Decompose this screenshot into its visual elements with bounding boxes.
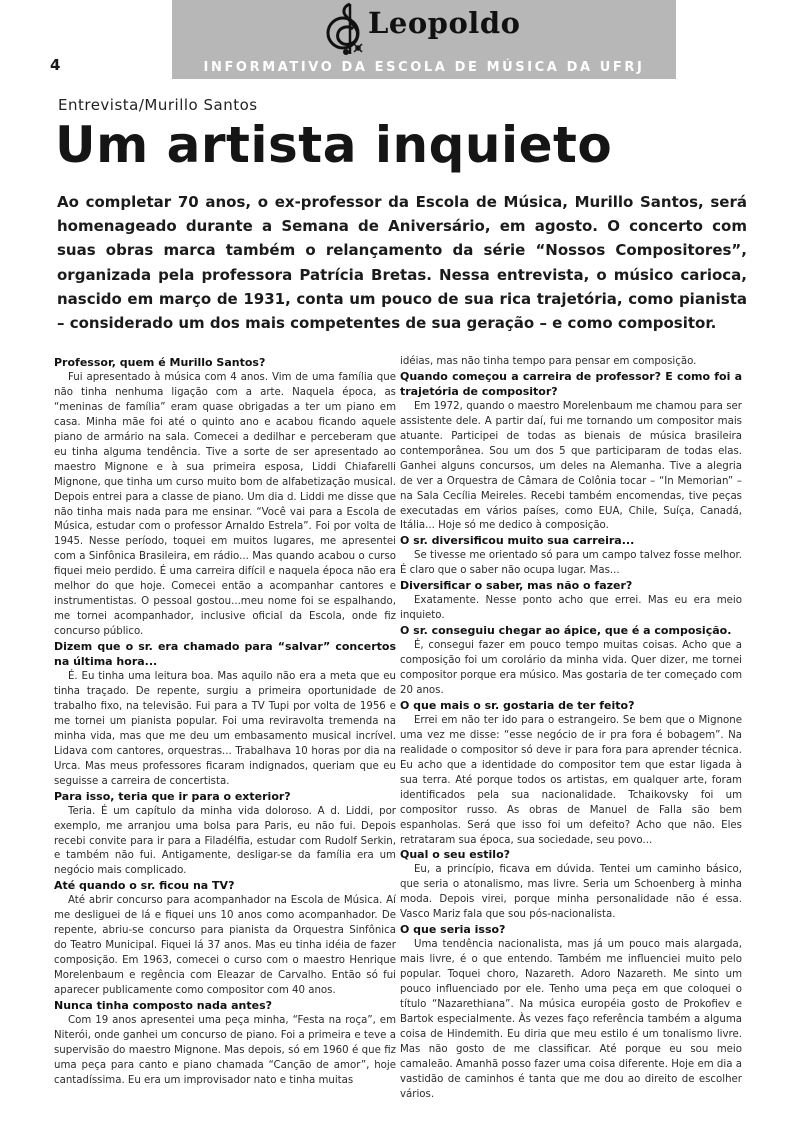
answer: Teria. É um capítulo da minha vida doloroso. A d. Liddi, por exemplo, me arranjou uma bolsa para Paris, eu não fui. Depois recebi convite para ir para a Filadélfia, estudar com Rudolf Serkin, e também não fui. Antigamente, desligar-se da família era um negócio mais complicado. <box>54 805 396 877</box>
answer: Uma tendência nacionalista, mas já um pouco mais alargada, mais livre, é o que entendo. Também me influenciei muito pelo popular. Toquei choro, Nazareth. Adoro Nazareth. Me sinto um pouco influenciado por ele. Tenho uma peça em que coloquei o título “Nazarethiana”. Na música européia gosto de Prokofiev e Bartok especialmente. Às vezes faço referência também a alguma coisa de Hindemith. Eu diria que meu estilo é um tonalismo livre. Mas não gosto de me classificar. Até porque eu sou meio camaleão. Amanhã posso fazer uma coisa diferente. Hoje em dia a vastidão de caminhos é tanta que me dou ao direito de escolher vários. <box>400 939 742 1100</box>
masthead <box>172 0 676 79</box>
question: Diversificar o saber, mas não o fazer? <box>400 579 633 593</box>
answer-continued: idéias, mas não tinha tempo para pensar em composição. <box>400 356 697 367</box>
answer: Errei em não ter ido para o estrangeiro. Se bem que o Mignone uma vez me disse: “esse negócio de ir pra fora é bobagem”. Na realidade o compositor só deve ir para fora para aprender técnica. Eu acho que a identidade do compositor tem que estar ligada à sua terra. Até porque todos os artistas, em qualquer arte, foram identificados pela sua nacionalidade. Tchaikovsky foi um compositor russo. As obras de Manuel de Falla são bem espanholas. Será que isso foi um defeito? Acho que não. Eles retrataram sua época, sua sociedade, seu povo... <box>400 714 742 846</box>
answer: Exatamente. Nesse ponto acho que errei. Mas eu era meio inquieto. <box>400 595 742 622</box>
question: Quando começou a carreira de professor? E como foi a trajetória de compositor? <box>400 369 742 398</box>
question: O que mais o sr. gostaria de ter feito? <box>400 698 635 712</box>
lead-paragraph: Ao completar 70 anos, o ex-professor da Escola de Música, Murillo Santos, será homenageado durante a Semana de Aniversário, em agosto. O concerto com suas obras marca também o relançamento da série “Nossos Compositores”, organizada pela professora Patrícia Bretas. Nessa entrevista, o músico carioca, nascido em março de 1931, conta um pouco de sua rica trajetória, como pianista – considerado um dos mais competentes de sua geração – e como compositor. <box>57 193 747 333</box>
headline: Um artista inquieto <box>55 116 613 174</box>
answer: Com 19 anos apresentei uma peça minha, “Festa na roça”, em Niterói, onde ganhei um concurso de piano. Foi a primeira e teve a supervisão do maestro Mignone. Mas depois, só em 1960 é que fiz uma peça para canto e piano chamada “Canção de amor”, hoje cantadíssima. Eu era um improvisador nato e tinha muitas <box>54 1014 396 1086</box>
answer: É. Eu tinha uma leitura boa. Mas aquilo não era a meta que eu tinha traçado. De repente, surgiu a primeira oportunidade de trabalho fixo, na televisão. Fui para a TV Tupi por volta de 1956 e me tornei um pianista popular. Foi uma reviravolta tremenda na minha vida, mas que me deu um embasamento musical incrível. Lidava com cantores, orquestras... Trabalhava 10 horas por dia na Urca. Mas meus professores ficaram indignados, queriam que eu seguisse a carreira de concertista. <box>54 671 396 787</box>
answer: É, consegui fazer em pouco tempo muitas coisas. Acho que a composição foi um corolário da minha vida. Quer dizer, me tornei compositor porque era músico. Mas gostaria de ter começado com 20 anos. <box>400 640 742 696</box>
page-number: 4 <box>50 56 61 74</box>
column-left <box>54 356 396 1089</box>
kicker: Entrevista/Murillo Santos <box>58 96 258 114</box>
answer: Eu, a princípio, ficava em dúvida. Tentei um caminho básico, que seria o atonalismo, mas livre. Seria um Schoenberg à minha moda. Depois virei, porque minha personalidade não é essa. Vasco Mariz fala que sou pós-nacionalista. <box>400 864 742 921</box>
question: Nunca tinha composto nada antes? <box>54 998 273 1012</box>
answer: Até abrir concurso para acompanhador na Escola de Música. Aí me desliguei de lá e fiquei uns 10 anos como acompanhador. De repente, abriu-se concurso para pianista da Orquestra Sinfônica do Teatro Municipal. Fiquei lá 37 anos. Mas eu tinha idéia de fazer composição. Em 1963, comecei o curso com o maestro Henrique Morelenbaum e regência com Eleazar de Carvalho. Então só fui aparecer publicamente como compositor com 40 anos. <box>54 895 396 997</box>
masthead-subtitle: INFORMATIVO DA ESCOLA DE MÚSICA DA UFRJ <box>172 56 676 79</box>
question: Professor, quem é Murillo Santos? <box>54 356 266 369</box>
answer: Se tivesse me orientado só para um campo talvez fosse melhor. É claro que o saber não ocupa lugar. Mas... <box>400 550 742 577</box>
answer: Fui apresentado à música com 4 anos. Vim de uma família que não tinha nenhuma ligação com a arte. Naquela época, as “meninas de família” eram quase obrigadas a ter um piano em casa. Minha mãe foi até o quinto ano e acabou ficando aquele piano de armário na sala. Comecei a dedilhar e perceberam que eu tinha alguma tendência. Tive a sorte de ser apresentado ao maestro Mignone e à sua primeira esposa, Liddi Chiafarelli Mignone, que tinha um curso muito bom de alfabetização musical. Depois entrei para a classe de piano. Um dia d. Liddi me disse que não tinha mais nada para me ensinar. “Você vai para a Escola de Música, estudar com o professor Arnaldo Estrela”. Foi por volta de 1945. Nesse período, toquei em muitos lugares, me apresentei com a Sinfônica Brasileira, em rádio... Mas quando acabou o curso fiquei meio perdido. É uma carreira difícil e naquela época não era melhor do que hoje. Comecei então a acompanhar cantores e instrumentistas. O pessoal gostou...meu nome foi se espalhando, me tornei acompanhador, inclusive oficial da Escola, onde fiz concurso público. <box>54 371 396 638</box>
question: O sr. conseguiu chegar ao ápice, que é a composição. <box>400 624 732 638</box>
question: Para isso, teria que ir para o exterior? <box>54 789 291 803</box>
answer: Em 1972, quando o maestro Morelenbaum me chamou para ser assistente dele. A partir daí, fui me tornando um compositor mais atuante. Participei de todas as bienais de música brasileira contemporânea. Sou um dos 5 que participaram de todas elas. Ganhei alguns concursos, um deles na Alemanha. Tive a alegria de ver a Orquestra de Câmara de Colônia tocar – “In Memorian” – na Sala Cecília Meireles. Recebi também encomendas, tive peças executadas em vários países, como EUA, Chile, Suíça, Canadá, Itália... Hoje só me dedico à composição. <box>400 400 742 532</box>
masthead-band <box>172 0 676 56</box>
question: O que seria isso? <box>400 923 506 937</box>
column-right <box>400 355 742 1103</box>
question: Qual o seu estilo? <box>400 848 511 862</box>
question: Até quando o sr. ficou na TV? <box>54 879 235 893</box>
question: O sr. diversificou muito sua carreira... <box>400 534 635 548</box>
question: Dizem que o sr. era chamado para “salvar” concertos na última hora... <box>54 640 396 669</box>
logo-text: Leopoldo <box>368 6 521 40</box>
